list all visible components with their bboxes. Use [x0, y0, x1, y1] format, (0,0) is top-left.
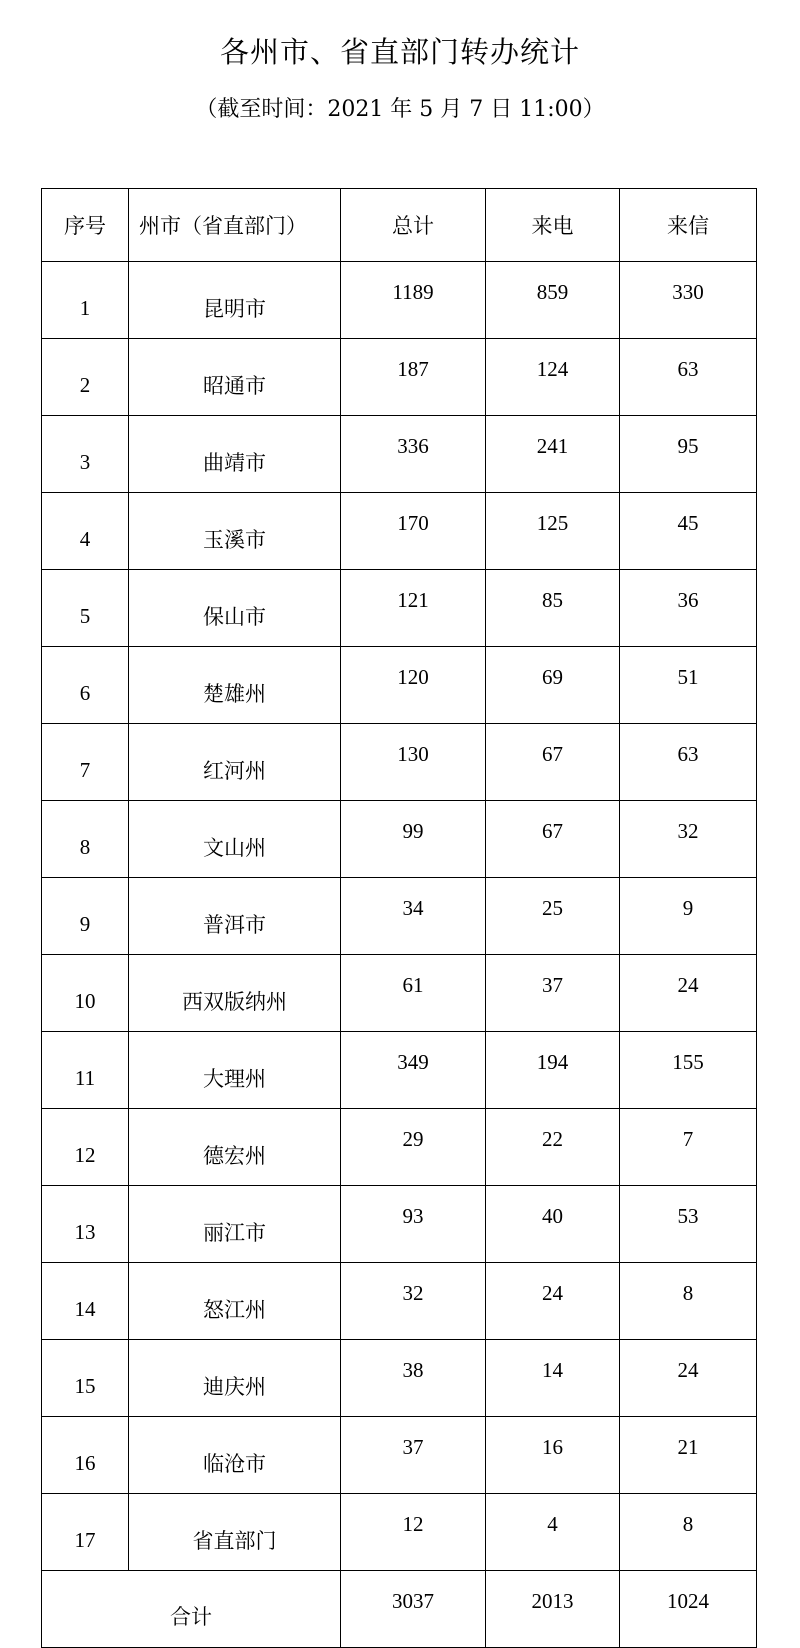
table-row	[42, 955, 757, 1032]
cell-name: 怒江州	[129, 1263, 341, 1340]
table-row	[42, 339, 757, 416]
cell-letter: 21	[620, 1417, 757, 1494]
cell-total: 1189	[341, 262, 486, 339]
table-header	[42, 189, 757, 262]
page-title: 各州市、省直部门转办统计	[219, 35, 580, 69]
cell-letter: 36	[620, 570, 757, 647]
cell-letter: 51	[620, 647, 757, 724]
cell-name: 玉溪市	[129, 493, 341, 570]
table-row	[42, 1340, 757, 1417]
cell-phone: 25	[486, 878, 620, 955]
cell-name: 丽江市	[129, 1186, 341, 1263]
cell-seq: 12	[42, 1109, 129, 1186]
header-total: 总计	[341, 189, 486, 262]
cell-letter: 330	[620, 262, 757, 339]
cell-total: 349	[341, 1032, 486, 1109]
cell-total: 32	[341, 1263, 486, 1340]
cell-phone: 67	[486, 724, 620, 801]
cell-total: 130	[341, 724, 486, 801]
cell-total: 38	[341, 1340, 486, 1417]
total-phone: 2013	[486, 1571, 620, 1648]
table-row	[42, 647, 757, 724]
cell-total: 12	[341, 1494, 486, 1571]
cell-letter: 95	[620, 416, 757, 493]
cell-total: 93	[341, 1186, 486, 1263]
cell-seq: 2	[42, 339, 129, 416]
table-row	[42, 1494, 757, 1571]
cell-name: 保山市	[129, 570, 341, 647]
cell-total: 29	[341, 1109, 486, 1186]
cell-letter: 63	[620, 724, 757, 801]
cell-phone: 4	[486, 1494, 620, 1571]
table-row	[42, 1109, 757, 1186]
cell-letter: 24	[620, 1340, 757, 1417]
cell-seq: 17	[42, 1494, 129, 1571]
cell-seq: 6	[42, 647, 129, 724]
cell-total: 37	[341, 1417, 486, 1494]
table-row	[42, 1417, 757, 1494]
cell-letter: 32	[620, 801, 757, 878]
cell-phone: 16	[486, 1417, 620, 1494]
table-row	[42, 1186, 757, 1263]
header-phone: 来电	[486, 189, 620, 262]
cell-phone: 859	[486, 262, 620, 339]
cell-letter: 24	[620, 955, 757, 1032]
table-body	[42, 262, 757, 1648]
cell-letter: 53	[620, 1186, 757, 1263]
table-row	[42, 416, 757, 493]
cell-seq: 13	[42, 1186, 129, 1263]
cell-phone: 40	[486, 1186, 620, 1263]
cell-letter: 45	[620, 493, 757, 570]
total-total: 3037	[341, 1571, 486, 1648]
cell-name: 省直部门	[129, 1494, 341, 1571]
cell-phone: 67	[486, 801, 620, 878]
cell-total: 121	[341, 570, 486, 647]
cell-name: 昆明市	[129, 262, 341, 339]
cell-seq: 1	[42, 262, 129, 339]
cell-seq: 8	[42, 801, 129, 878]
cell-name: 曲靖市	[129, 416, 341, 493]
table-row	[42, 801, 757, 878]
table-row	[42, 1032, 757, 1109]
cell-letter: 8	[620, 1494, 757, 1571]
cell-name: 临沧市	[129, 1417, 341, 1494]
cell-letter: 9	[620, 878, 757, 955]
table-row	[42, 878, 757, 955]
cell-name: 文山州	[129, 801, 341, 878]
cell-phone: 22	[486, 1109, 620, 1186]
cell-total: 99	[341, 801, 486, 878]
table-row	[42, 493, 757, 570]
table-row	[42, 570, 757, 647]
cell-total: 336	[341, 416, 486, 493]
cell-seq: 4	[42, 493, 129, 570]
cell-seq: 16	[42, 1417, 129, 1494]
total-row	[42, 1571, 757, 1648]
cell-seq: 15	[42, 1340, 129, 1417]
table-row	[42, 262, 757, 339]
table-row	[42, 1263, 757, 1340]
header-row	[42, 189, 757, 262]
cell-phone: 69	[486, 647, 620, 724]
cell-phone: 85	[486, 570, 620, 647]
cell-phone: 194	[486, 1032, 620, 1109]
cell-name: 红河州	[129, 724, 341, 801]
cell-phone: 37	[486, 955, 620, 1032]
header-seq: 序号	[42, 189, 129, 262]
cell-total: 170	[341, 493, 486, 570]
cell-name: 德宏州	[129, 1109, 341, 1186]
cell-total: 61	[341, 955, 486, 1032]
header-name: 州市（省直部门）	[129, 189, 341, 262]
cell-name: 楚雄州	[129, 647, 341, 724]
cell-name: 昭通市	[129, 339, 341, 416]
cell-phone: 241	[486, 416, 620, 493]
cell-name: 大理州	[129, 1032, 341, 1109]
cell-seq: 11	[42, 1032, 129, 1109]
cell-phone: 125	[486, 493, 620, 570]
cell-phone: 14	[486, 1340, 620, 1417]
cell-letter: 7	[620, 1109, 757, 1186]
total-letter: 1024	[620, 1571, 757, 1648]
cell-seq: 3	[42, 416, 129, 493]
total-label: 合计	[42, 1571, 341, 1648]
cell-seq: 7	[42, 724, 129, 801]
cell-seq: 5	[42, 570, 129, 647]
cell-total: 187	[341, 339, 486, 416]
statistics-table	[41, 188, 757, 1648]
cell-letter: 8	[620, 1263, 757, 1340]
cell-total: 34	[341, 878, 486, 955]
cell-seq: 14	[42, 1263, 129, 1340]
cell-phone: 24	[486, 1263, 620, 1340]
cell-seq: 9	[42, 878, 129, 955]
page-subtitle: （截至时间：2021 年 5 月 7 日 11:00）	[195, 97, 605, 122]
cell-name: 普洱市	[129, 878, 341, 955]
cell-phone: 124	[486, 339, 620, 416]
cell-letter: 155	[620, 1032, 757, 1109]
cell-seq: 10	[42, 955, 129, 1032]
cell-letter: 63	[620, 339, 757, 416]
cell-total: 120	[341, 647, 486, 724]
cell-name: 迪庆州	[129, 1340, 341, 1417]
table-row	[42, 724, 757, 801]
cell-name: 西双版纳州	[129, 955, 341, 1032]
header-letter: 来信	[620, 189, 757, 262]
